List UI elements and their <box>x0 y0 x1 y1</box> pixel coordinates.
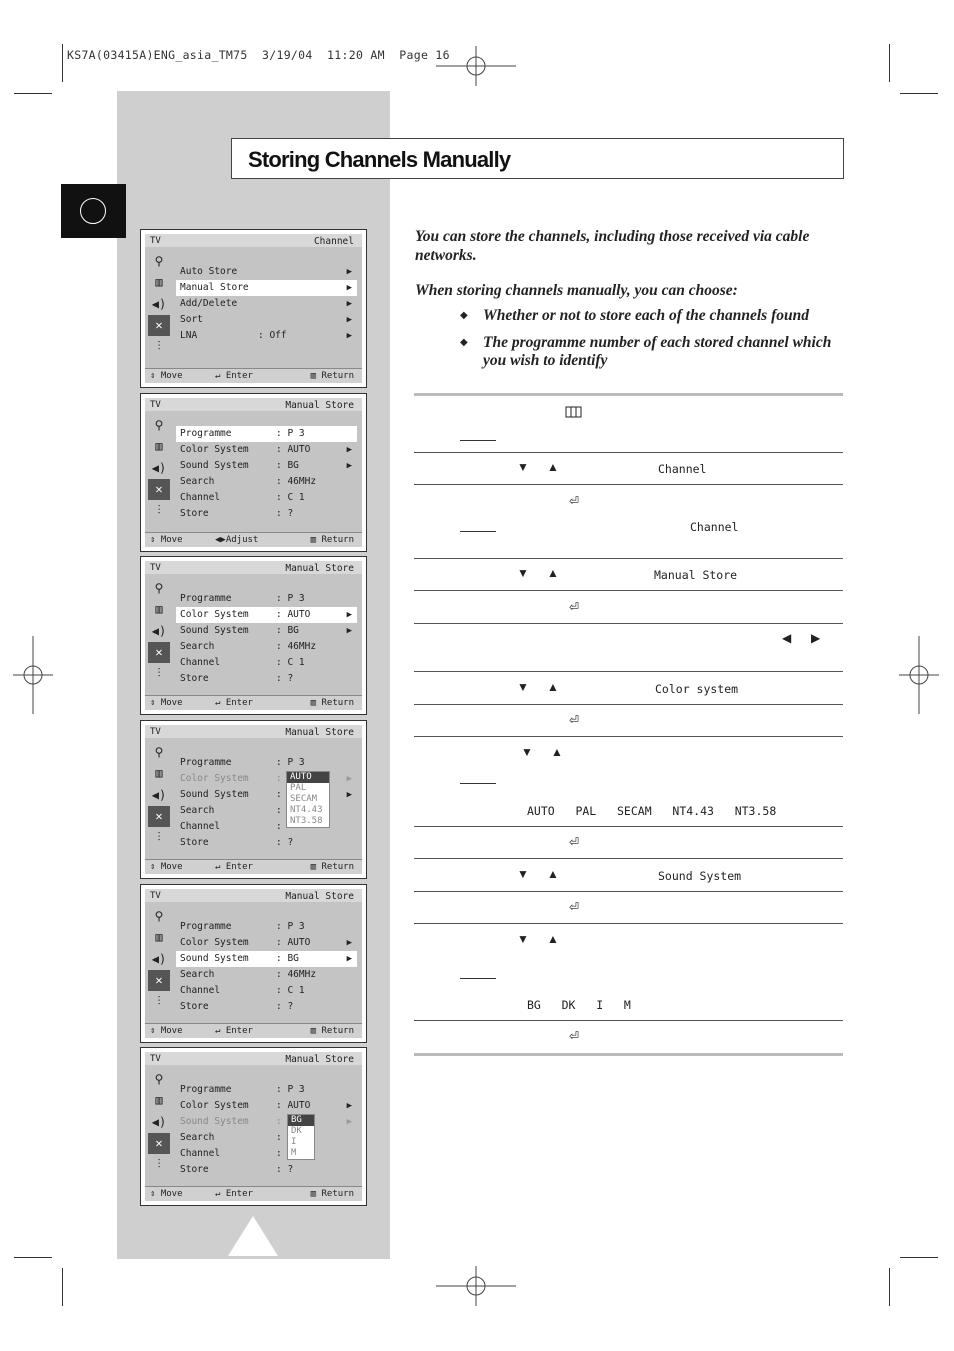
registration-mark-bottom <box>436 1266 516 1306</box>
foot-return: ▥ Return <box>310 1026 354 1036</box>
osd-title: Manual Store <box>285 891 354 902</box>
osd-title: Manual Store <box>285 563 354 574</box>
osd-manual-store-1 <box>140 393 367 552</box>
enter-icon: ⏎ <box>569 1029 580 1043</box>
table-rule <box>414 558 843 559</box>
row-sound-system[interactable]: Sound System : BG ▶ <box>180 625 352 636</box>
row-store[interactable]: Store : ? <box>180 1164 294 1175</box>
sound-icon: ◀) <box>151 1114 167 1129</box>
row-color-system[interactable]: Color System : AUTO ▶ <box>176 607 357 623</box>
bullet-2: The programme number of each stored channel which you wish to identify <box>483 334 832 369</box>
left-arrow-icon: ◀ <box>782 631 792 645</box>
popup-option[interactable]: PAL <box>290 783 307 793</box>
sound-icon: ◀) <box>151 951 167 966</box>
row-search[interactable]: Search : 46MHz <box>180 476 317 487</box>
row-channel[interactable]: Channel : <box>180 821 282 832</box>
menu-icon: ▥ <box>155 930 163 944</box>
setup-icon: ⫶ <box>157 1157 161 1171</box>
row-color-system[interactable]: Color System : AUTO ▶ <box>180 937 352 948</box>
foot-enter: ↵ Enter <box>215 862 253 872</box>
osd-manual-store-4 <box>140 884 367 1043</box>
row-store[interactable]: Store : ? <box>180 1001 294 1012</box>
foot-adjust: ◀▶Adjust <box>215 535 259 545</box>
table-rule <box>414 671 843 672</box>
osd-title: Channel <box>313 236 354 247</box>
foot-return: ▥ Return <box>310 535 354 545</box>
foot-enter: ↵ Enter <box>215 371 253 381</box>
table-rule <box>414 858 843 859</box>
row-search[interactable]: Search : 46MHz <box>180 969 317 980</box>
popup-option[interactable]: M <box>291 1148 297 1158</box>
step-channel-note: Channel <box>690 520 739 534</box>
row-sound-system[interactable]: Sound System : ▶ <box>180 789 352 800</box>
sound-icon: ◀) <box>151 623 167 638</box>
foot-move: ⇕ Move <box>150 371 183 381</box>
color-system-popup[interactable] <box>286 771 330 828</box>
note-underline <box>460 783 496 784</box>
osd-tv-label: TV <box>150 891 161 901</box>
up-arrow-icon: ▲ <box>551 745 563 759</box>
sound-system-popup[interactable] <box>287 1114 315 1160</box>
foot-return: ▥ Return <box>310 698 354 708</box>
picture-icon: ⚲ <box>154 908 164 923</box>
sound-icon: ◀) <box>151 787 167 802</box>
menu-item-add-delete[interactable]: Add/Delete ▶ <box>180 298 352 309</box>
crop-mark <box>14 93 52 94</box>
bullet-1: Whether or not to store each of the channels found <box>483 307 809 324</box>
osd-manual-store-3 <box>140 720 367 879</box>
row-programme[interactable]: Programme : P 3 <box>180 1084 305 1095</box>
row-channel[interactable]: Channel : C 1 <box>180 657 305 668</box>
table-rule <box>414 393 843 396</box>
foot-move: ⇕ Move <box>150 698 183 708</box>
step-sound-system: Sound System <box>658 869 742 883</box>
picture-icon: ⚲ <box>154 417 164 432</box>
channel-icon: ✕ <box>148 806 170 827</box>
table-rule <box>414 452 843 453</box>
osd-manual-store-5 <box>140 1047 367 1206</box>
popup-option[interactable]: NT3.58 <box>290 816 323 826</box>
popup-option[interactable]: SECAM <box>290 794 318 804</box>
note-underline <box>460 440 496 441</box>
row-programme[interactable]: Programme : P 3 <box>176 426 357 442</box>
crop-mark <box>14 1257 52 1258</box>
foot-return: ▥ Return <box>310 371 354 381</box>
triangle-marker <box>228 1216 278 1256</box>
diamond-bullet-icon: ◆ <box>460 337 468 348</box>
osd-title: Manual Store <box>285 1054 354 1065</box>
step-channel: Channel <box>658 462 707 476</box>
setup-icon: ⫶ <box>157 666 161 680</box>
foot-move: ⇕ Move <box>150 862 183 872</box>
crop-mark <box>889 1268 890 1306</box>
osd-tv-label: TV <box>150 563 161 573</box>
down-arrow-icon: ▼ <box>517 460 529 474</box>
setup-icon: ⫶ <box>157 830 161 844</box>
foot-move: ⇕ Move <box>150 1189 183 1199</box>
diamond-bullet-icon: ◆ <box>460 310 468 321</box>
crop-mark <box>889 44 890 82</box>
table-rule <box>414 590 843 591</box>
table-rule <box>414 1020 843 1021</box>
osd-manual-store-2 <box>140 556 367 715</box>
menu-item-sort[interactable]: Sort ▶ <box>180 314 352 325</box>
enter-icon: ⏎ <box>569 494 580 508</box>
osd-tv-label: TV <box>150 1054 161 1064</box>
right-arrow-icon: ▶ <box>811 631 821 645</box>
section-tab <box>61 184 126 238</box>
table-rule <box>414 923 843 924</box>
registration-mark-left <box>13 636 53 714</box>
up-arrow-icon: ▲ <box>547 932 559 946</box>
table-rule <box>414 484 843 485</box>
registration-mark-right <box>899 636 939 714</box>
foot-move: ⇕ Move <box>150 1026 183 1036</box>
menu-icon: ▥ <box>155 1093 163 1107</box>
row-programme[interactable]: Programme : P 3 <box>180 593 305 604</box>
crop-mark <box>62 1268 63 1306</box>
enter-icon: ⏎ <box>569 600 580 614</box>
foot-enter: ↵ Enter <box>215 1189 253 1199</box>
sound-icon: ◀) <box>151 460 167 475</box>
foot-enter: ↵ Enter <box>215 1026 253 1036</box>
channel-icon: ✕ <box>148 315 170 336</box>
table-rule <box>414 736 843 737</box>
menu-item-auto-store[interactable]: Auto Store ▶ <box>180 266 352 277</box>
page-title: Storing Channels Manually <box>248 147 511 172</box>
popup-option[interactable]: I <box>291 1137 297 1147</box>
title-box <box>231 138 844 179</box>
setup-icon: ⫶ <box>157 994 161 1008</box>
down-arrow-icon: ▼ <box>517 680 529 694</box>
row-channel[interactable]: Channel : <box>180 1148 282 1159</box>
row-color-system[interactable]: Color System : AUTO ▶ <box>180 444 352 455</box>
row-sound-system[interactable]: Sound System : BG ▶ <box>176 951 357 967</box>
row-color-system[interactable]: Color System : AUTO ▶ <box>180 1100 352 1111</box>
intro-paragraph: You can store the channels, including those received via cable networks. <box>415 228 810 264</box>
table-rule <box>414 826 843 827</box>
osd-tv-label: TV <box>150 400 161 410</box>
channel-icon: ✕ <box>148 970 170 991</box>
osd-tv-label: TV <box>150 236 161 246</box>
row-search[interactable]: Search : 46MHz <box>180 641 317 652</box>
row-search[interactable]: Search : <box>180 805 282 816</box>
row-programme[interactable]: Programme : P 3 <box>180 757 305 768</box>
step-manual-store: Manual Store <box>654 568 738 582</box>
down-arrow-icon: ▼ <box>517 867 529 881</box>
menu-icon: ▥ <box>155 766 163 780</box>
up-arrow-icon: ▲ <box>547 680 559 694</box>
foot-return: ▥ Return <box>310 1189 354 1199</box>
up-arrow-icon: ▲ <box>547 566 559 580</box>
setup-icon: ⫶ <box>157 339 161 353</box>
step-color-system: Color system <box>655 682 739 696</box>
table-rule <box>414 704 843 705</box>
sound-icon: ◀) <box>151 296 167 311</box>
foot-move: ⇕ Move <box>150 535 183 545</box>
enter-icon: ⏎ <box>569 835 580 849</box>
row-channel[interactable]: Channel : C 1 <box>180 492 305 503</box>
row-sound-system[interactable]: Sound System : BG ▶ <box>180 460 352 471</box>
picture-icon: ⚲ <box>154 580 164 595</box>
row-programme[interactable]: Programme : P 3 <box>180 921 305 932</box>
osd-title: Manual Store <box>285 400 354 411</box>
enter-icon: ⏎ <box>569 713 580 727</box>
picture-icon: ⚲ <box>154 744 164 759</box>
popup-option[interactable]: BG <box>288 1115 314 1126</box>
crop-mark <box>62 44 63 82</box>
menu-icon: ▥ <box>155 275 163 289</box>
channel-icon: ✕ <box>148 479 170 500</box>
osd-channel-menu <box>140 229 367 388</box>
row-sound-system[interactable]: Sound System : ▶ <box>180 1116 352 1127</box>
channel-icon: ✕ <box>148 642 170 663</box>
channel-icon: ✕ <box>148 1133 170 1154</box>
osd-tv-label: TV <box>150 727 161 737</box>
popup-option[interactable]: DK <box>291 1126 302 1136</box>
picture-icon: ⚲ <box>154 253 164 268</box>
row-channel[interactable]: Channel : C 1 <box>180 985 305 996</box>
circle-icon <box>80 198 106 224</box>
registration-mark-top <box>436 46 516 86</box>
down-arrow-icon: ▼ <box>521 745 533 759</box>
menu-icon: ▥ <box>155 602 163 616</box>
print-header: KS7A(03415A)ENG_asia_TM75 3/19/04 11:20 AM Page 16 <box>67 48 450 62</box>
note-underline <box>460 531 496 532</box>
menu-icon: ▥ <box>155 439 163 453</box>
sound-options: BG DK I M <box>527 998 631 1012</box>
up-arrow-icon: ▲ <box>547 867 559 881</box>
down-arrow-icon: ▼ <box>517 932 529 946</box>
osd-title: Manual Store <box>285 727 354 738</box>
color-options: AUTO PAL SECAM NT4.43 NT3.58 <box>527 804 777 818</box>
row-color-system[interactable]: Color System : ▶ <box>180 773 352 784</box>
crop-mark <box>900 93 938 94</box>
foot-return: ▥ Return <box>310 862 354 872</box>
popup-option[interactable]: NT4.43 <box>290 805 323 815</box>
popup-option[interactable]: AUTO <box>287 772 329 783</box>
setup-icon: ⫶ <box>157 503 161 517</box>
table-rule <box>414 623 843 624</box>
up-arrow-icon: ▲ <box>547 460 559 474</box>
picture-icon: ⚲ <box>154 1071 164 1086</box>
foot-enter: ↵ Enter <box>215 698 253 708</box>
row-store[interactable]: Store : ? <box>180 673 294 684</box>
row-search[interactable]: Search : <box>180 1132 282 1143</box>
crop-mark <box>900 1257 938 1258</box>
row-store[interactable]: Store : ? <box>180 837 294 848</box>
table-rule <box>414 1053 843 1056</box>
down-arrow-icon: ▼ <box>517 566 529 580</box>
row-store[interactable]: Store : ? <box>180 508 294 519</box>
menu-item-manual-store[interactable]: Manual Store ▶ <box>176 280 357 296</box>
table-rule <box>414 891 843 892</box>
enter-icon: ⏎ <box>569 900 580 914</box>
note-underline <box>460 978 496 979</box>
menu-button-icon <box>565 406 583 418</box>
menu-item-lna[interactable]: LNA : Off ▶ <box>180 330 352 341</box>
intro-choose: When storing channels manually, you can choose: <box>415 282 738 299</box>
